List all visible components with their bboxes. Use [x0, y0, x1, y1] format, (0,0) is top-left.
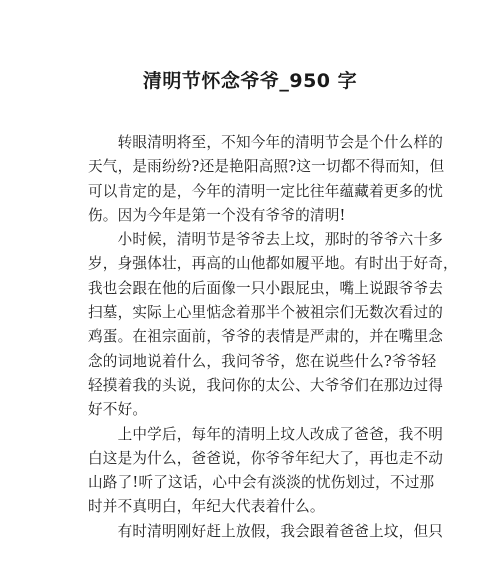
text-line: 天气，是雨纷纷?还是艳阳高照?这一切都不得而知，但	[88, 158, 445, 176]
text-line: 山路了!听了这话，心中会有淡淡的忧伤划过，不过那	[88, 474, 435, 492]
text-line: 有时清明刚好赶上放假，我会跟着爸爸上坟，但只	[88, 522, 444, 540]
text-line: 可以肯定的是，今年的清明一定比往年蕴藏着更多的忧	[88, 182, 444, 200]
text-line: 伤。因为今年是第一个没有爷爷的清明!	[88, 206, 346, 224]
page-title: 清明节怀念爷爷_950 字	[142, 70, 358, 92]
text-line: 轻摸着我的头说，我问你的太公、大爷爷们在那边过得	[88, 376, 444, 394]
text-line: 我也会跟在他的后面像一只小跟屁虫，嘴上说跟爷爷去	[88, 279, 444, 297]
text-line: 念的词地说着什么，我问爷爷，您在说些什么?爷爷轻	[88, 352, 437, 370]
text-line: 扫墓，实际上心里惦念着那半个被祖宗们无数次看过的	[88, 304, 444, 322]
text-line: 转眼清明将至，不知今年的清明节会是个什么样的	[88, 134, 444, 151]
text-line: 上中学后，每年的清明上坟人改成了爸爸，我不明	[88, 425, 444, 443]
text-line: 好不好。	[88, 401, 148, 419]
text-line: 岁，身强体壮，再高的山他都如履平地。有时出于好奇，	[88, 255, 458, 273]
text-line: 白这是为什么，爸爸说，你爷爷年纪大了，再也走不动	[88, 449, 444, 467]
text-line: 鸡蛋。在祖宗面前，爷爷的表情是严肃的，并在嘴里念	[88, 328, 444, 346]
text-line: 小时候，清明节是爷爷去上坟，那时的爷爷六十多	[88, 231, 444, 249]
text-line: 时并不真明白，年纪大代表着什么。	[88, 498, 325, 516]
article-body	[88, 131, 458, 544]
